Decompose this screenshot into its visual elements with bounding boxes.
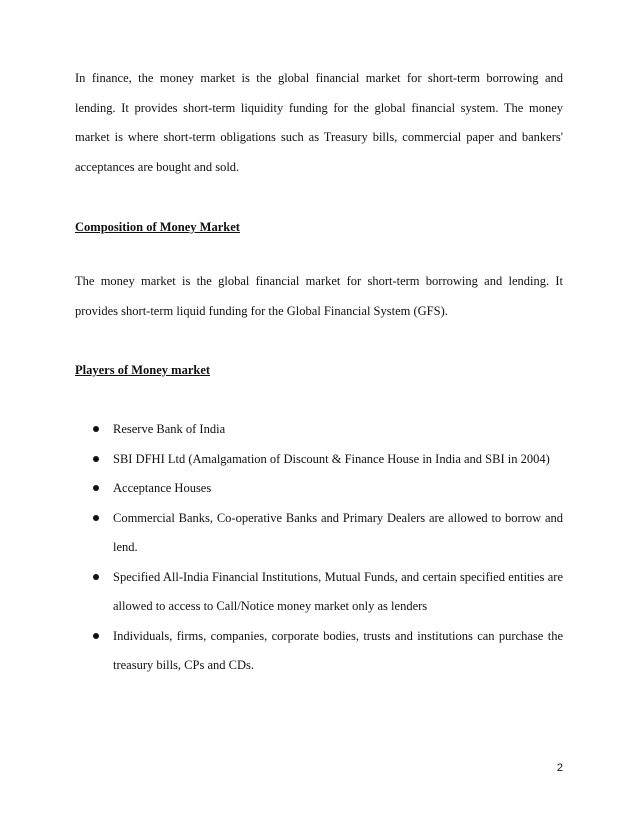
list-item bbox=[75, 622, 563, 681]
list-item-text: Reserve Bank of India bbox=[113, 422, 226, 436]
list-item-text: SBI DFHI Ltd (Amalgamation of Discount & Finance House in India and SBI in 2004) bbox=[113, 451, 550, 466]
bullet-icon bbox=[93, 633, 99, 639]
bullet-icon bbox=[93, 426, 99, 432]
list-item bbox=[75, 563, 563, 622]
bullet-icon bbox=[93, 485, 99, 491]
list-item-text: Individuals, firms, companies, corporate bodies, trusts and institutions can purchase the treasury bills, CPs and CDs. bbox=[113, 628, 563, 672]
list-item bbox=[75, 504, 563, 563]
composition-heading: Composition of Money Market bbox=[75, 220, 240, 234]
list-item-text: Specified All-India Financial Institutions, Mutual Funds, and certain specified entities are allowed to access to Call/Notice money market only as lenders bbox=[113, 569, 563, 613]
page-number: 2 bbox=[556, 762, 563, 774]
list-item-text: Acceptance Houses bbox=[113, 481, 212, 495]
intro-paragraph: In finance, the money market is the global financial market for short-term borrowing and lending. It provides short-term liquidity funding for the global financial system. The money market is where short-term obligations such as Treasury bills, commercial paper and bankers' acceptances are bought and sold. bbox=[75, 71, 563, 174]
list-item-text: Commercial Banks, Co-operative Banks and Primary Dealers are allowed to borrow and lend. bbox=[113, 510, 563, 554]
composition-paragraph: The money market is the global financial market for short-term borrowing and lending. It provides short-term liquid funding for the Global Financial System (GFS). bbox=[75, 274, 563, 318]
players-heading: Players of Money market bbox=[75, 363, 211, 377]
bullet-icon bbox=[93, 456, 99, 462]
list-item bbox=[75, 415, 563, 445]
list-item bbox=[75, 445, 563, 475]
players-list bbox=[75, 415, 563, 681]
bullet-icon bbox=[93, 574, 99, 580]
bullet-icon bbox=[93, 515, 99, 521]
list-item bbox=[75, 474, 563, 504]
